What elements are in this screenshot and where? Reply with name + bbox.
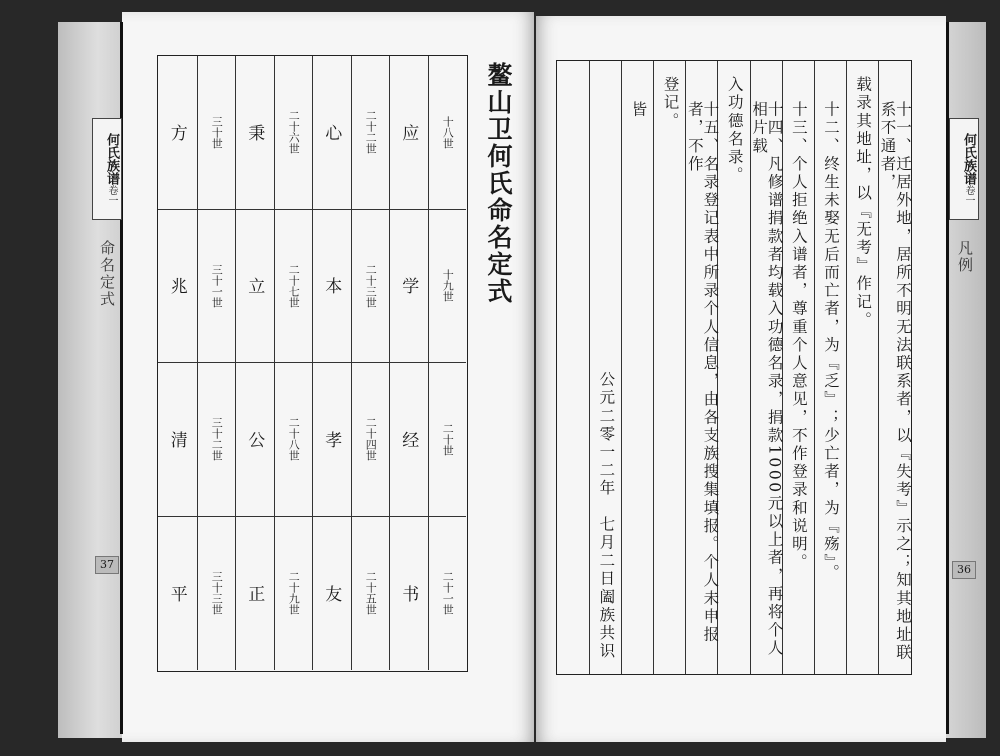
generation-cell [197, 56, 236, 210]
cell-text: 清 [166, 430, 187, 448]
text-line: 十四、凡修谱捐款者均载入功德名录，捐款1000元以上者，再将个人相片载 [750, 101, 784, 658]
cell-text: 平 [166, 584, 187, 602]
name-character-cell [235, 517, 274, 671]
text-line: 登记。 [661, 76, 680, 131]
cell-text: 十九世 [441, 269, 455, 303]
page-title: 鳌山卫何氏命名定式 [484, 62, 513, 305]
name-character-cell [312, 210, 351, 364]
name-character-cell [389, 363, 428, 517]
name-character-cell [158, 210, 197, 364]
cell-text: 二十四世 [364, 417, 378, 462]
book-title: 何氏族谱 [104, 133, 119, 185]
cell-text: 二十九世 [287, 571, 301, 616]
naming-table [157, 55, 468, 672]
cell-text: 立 [244, 277, 265, 295]
text-column [653, 61, 685, 674]
generation-cell [428, 363, 467, 517]
right-header-tab [949, 118, 979, 220]
cell-text: 三十世 [210, 115, 224, 149]
name-character-cell [235, 56, 274, 210]
text-column [750, 61, 782, 674]
generation-cell [274, 56, 313, 210]
cell-text: 二十三世 [364, 263, 378, 308]
cell-text: 十八世 [441, 115, 455, 149]
name-character-cell [312, 363, 351, 517]
text-line: 十五、名录登记表中所录个人信息，由各支族搜集填报。个人未申报者，不作 [685, 101, 720, 644]
name-character-cell [389, 56, 428, 210]
text-line: 载录其地址，以『无考』作记。 [854, 76, 873, 330]
cell-text: 书 [398, 584, 419, 602]
name-character-cell [235, 363, 274, 517]
text-column [589, 61, 621, 674]
cell-text: 三十三世 [210, 571, 224, 616]
text-column [782, 61, 814, 674]
cell-text: 友 [321, 584, 342, 602]
generation-cell [197, 210, 236, 364]
name-character-cell [158, 363, 197, 517]
text-column [878, 61, 910, 674]
text-column [685, 61, 720, 674]
name-character-cell [235, 210, 274, 364]
cell-text: 公 [244, 430, 265, 448]
generation-cell [197, 517, 236, 671]
cell-text: 二十七世 [287, 263, 301, 308]
name-character-cell [312, 517, 351, 671]
cell-text: 孝 [321, 430, 342, 448]
rules-text-grid [556, 60, 912, 675]
text-line: 公元二零一二年 七月二日阖族共识 [597, 371, 616, 661]
generation-cell [274, 363, 313, 517]
cell-text: 应 [398, 123, 419, 141]
cell-text: 心 [321, 123, 342, 141]
left-header-tab [92, 118, 122, 220]
text-column [846, 61, 878, 674]
cell-text: 学 [398, 277, 419, 295]
page-number: 36 [952, 561, 976, 579]
cell-text: 二十八世 [287, 417, 301, 462]
generation-cell [274, 517, 313, 671]
cell-text: 二十五世 [364, 571, 378, 616]
name-character-cell [158, 56, 197, 210]
generation-cell [428, 210, 467, 364]
page-number: 37 [95, 556, 119, 574]
cell-text: 二十一世 [441, 571, 455, 616]
text-line: 十二、终生未娶无后而亡者，为『乏』；少亡者，为『殇』。 [822, 101, 840, 582]
generation-cell [274, 210, 313, 364]
cell-text: 秉 [244, 123, 265, 141]
name-character-cell [312, 56, 351, 210]
cell-text: 正 [244, 584, 265, 602]
generation-cell [197, 363, 236, 517]
section-label: 凡例 [956, 240, 974, 274]
cell-text: 本 [321, 277, 342, 295]
text-column [557, 61, 589, 674]
generation-cell [428, 517, 467, 671]
cell-text: 经 [398, 430, 419, 448]
generation-cell [351, 517, 390, 671]
generation-cell [351, 210, 390, 364]
text-line: 十三、个人拒绝入谱者，尊重个人意见，不作登录和说明。 [789, 101, 808, 572]
text-line: 入功德名录。 [725, 76, 744, 185]
text-column [717, 61, 749, 674]
volume-label: 卷一 [963, 185, 974, 205]
cell-text: 三十一世 [210, 263, 224, 308]
cell-text: 三十二世 [210, 417, 224, 462]
text-line: 十一、迁居外地，居所不明无法联系者，以『失考』示之；知其地址联系不通者， [878, 101, 912, 663]
text-line: 皆 [629, 101, 648, 120]
generation-cell [428, 56, 467, 210]
text-column [621, 61, 653, 674]
cell-text: 二十六世 [287, 110, 301, 155]
cell-text: 方 [166, 123, 187, 141]
cell-text: 二十二世 [364, 110, 378, 155]
book-title: 何氏族谱 [961, 133, 976, 185]
name-character-cell [389, 210, 428, 364]
name-character-cell [158, 517, 197, 671]
generation-cell [351, 56, 390, 210]
volume-label: 卷一 [106, 185, 117, 205]
name-character-cell [389, 517, 428, 671]
cell-text: 兆 [166, 277, 187, 295]
text-column [814, 61, 846, 674]
cell-text: 二十世 [441, 422, 455, 456]
generation-cell [351, 363, 390, 517]
section-label: 命名定式 [98, 240, 116, 308]
